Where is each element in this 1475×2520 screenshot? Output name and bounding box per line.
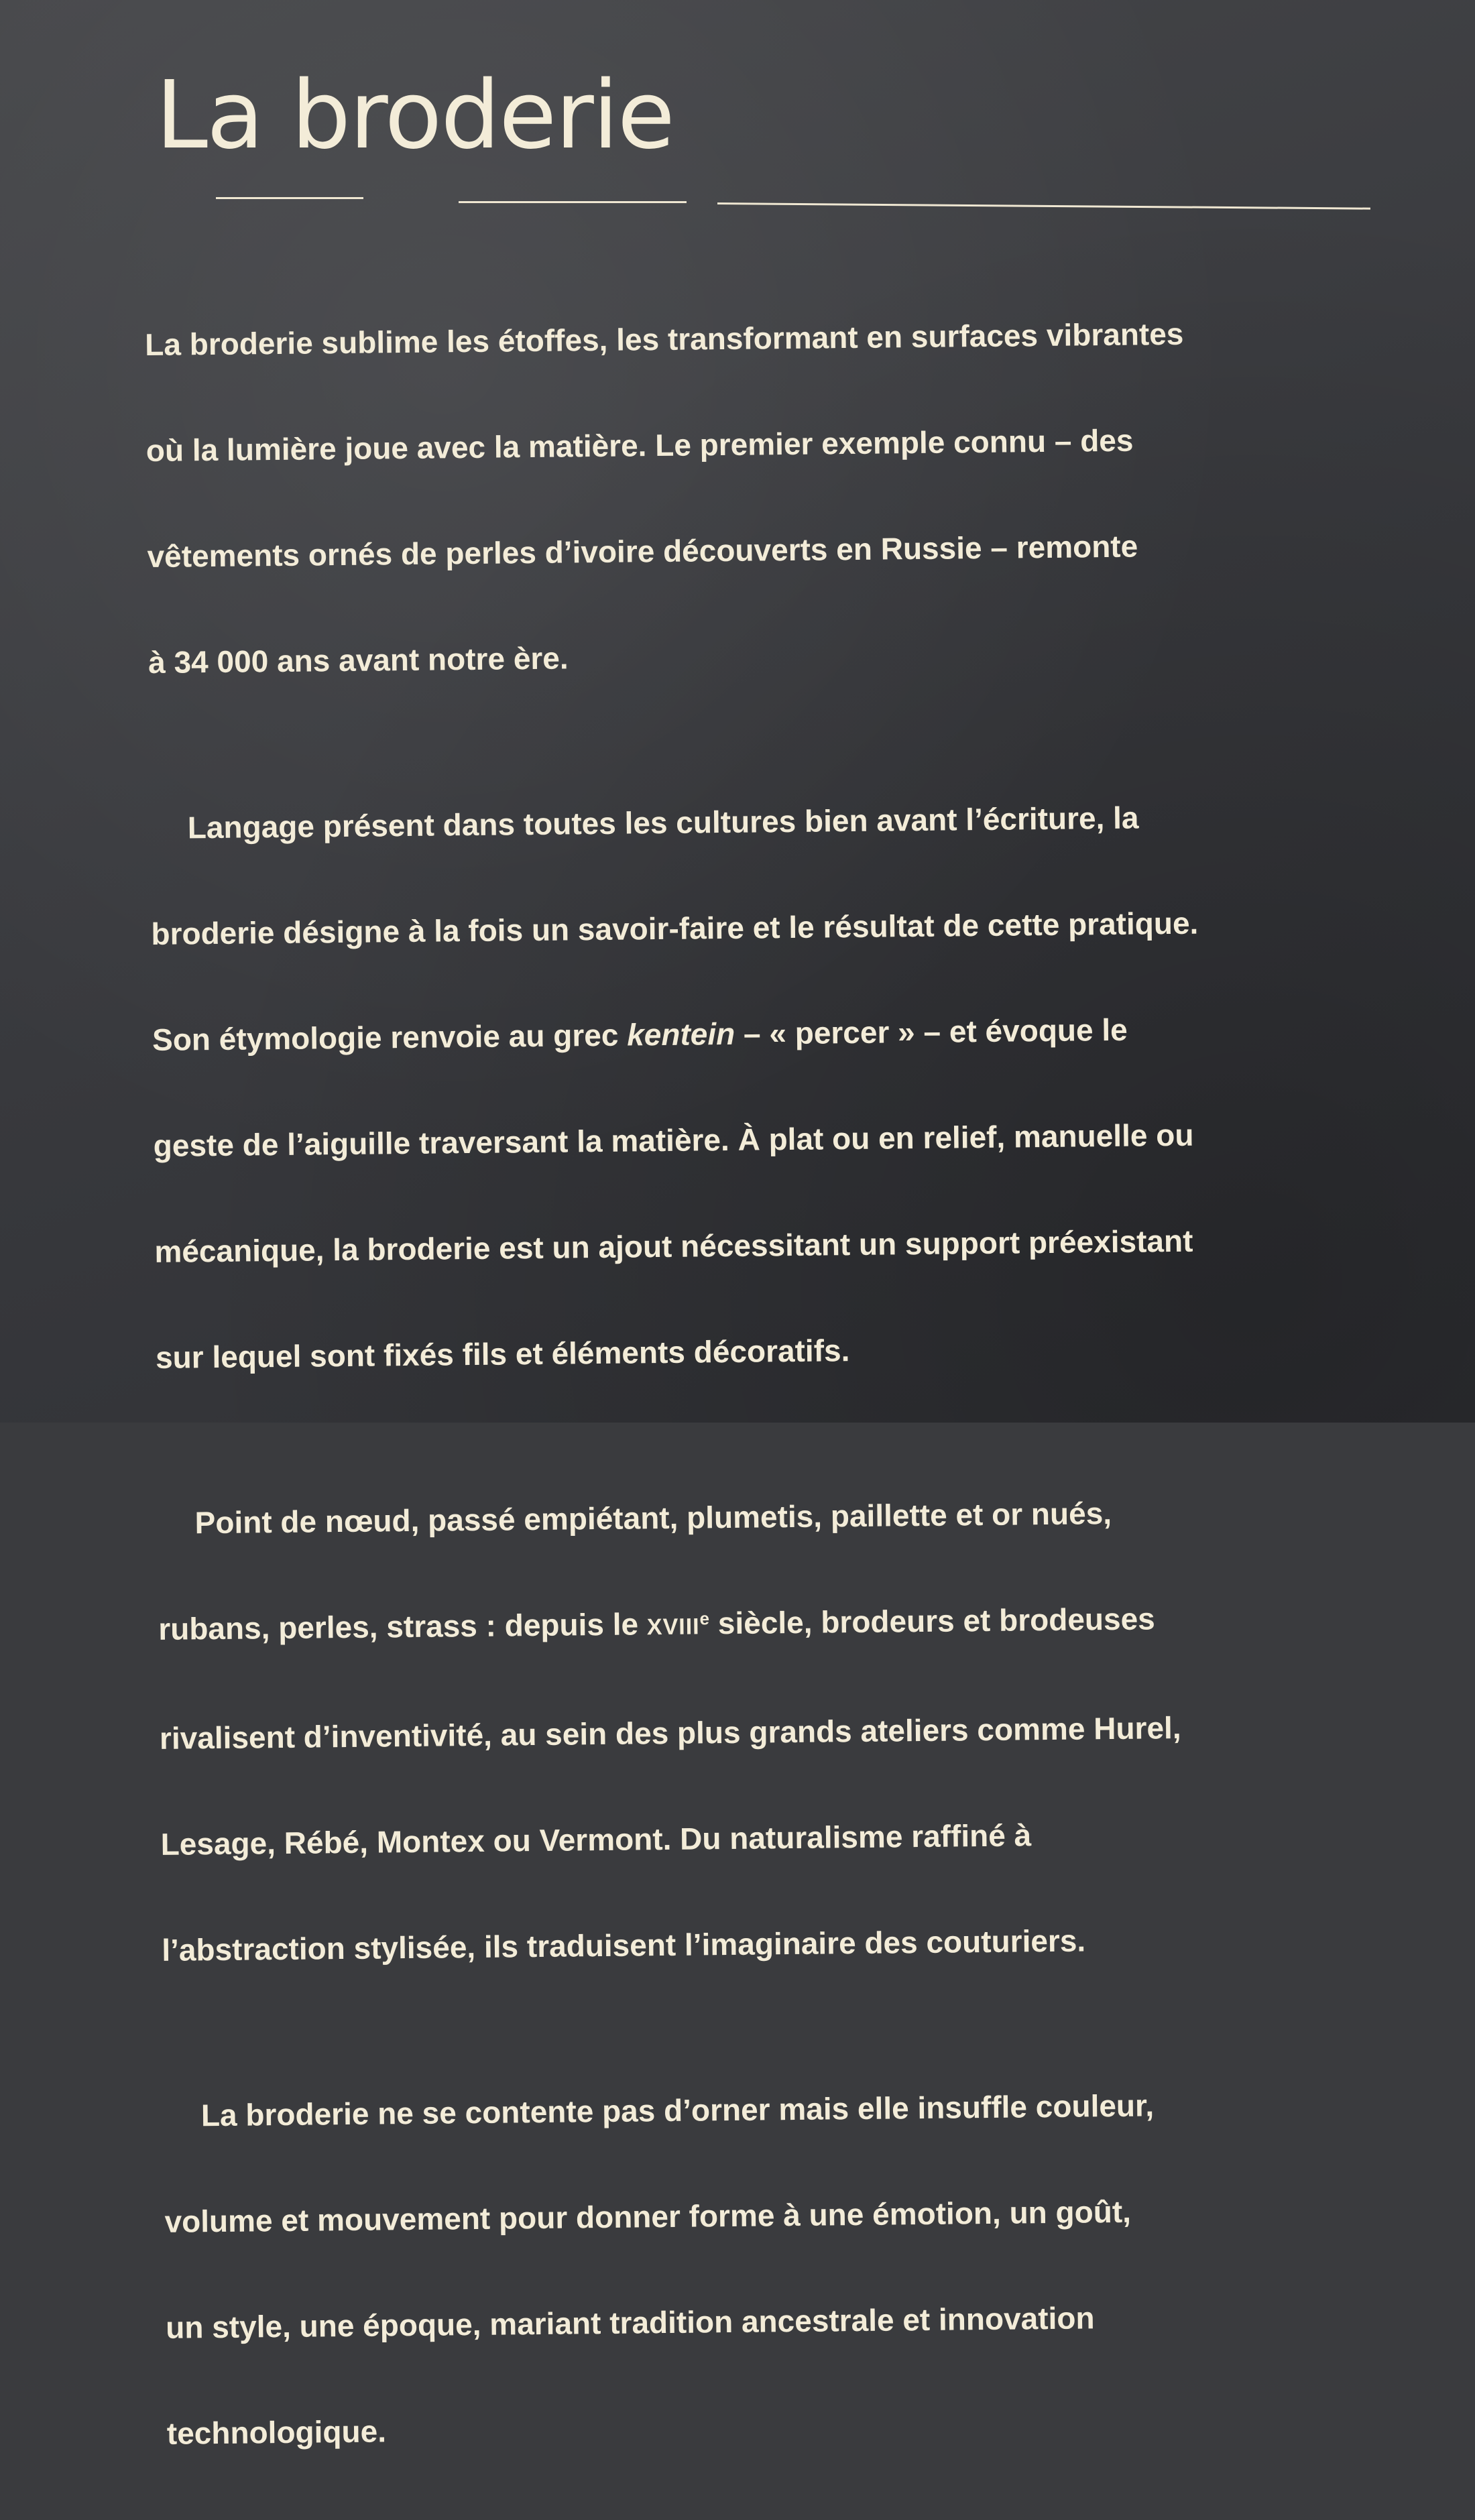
panel-title: La broderie: [156, 61, 674, 170]
paragraph-2: [150, 735, 1411, 1437]
text-line: l’abstraction stylisée, ils traduisent l’imaginaire des couturiers.: [162, 1923, 1086, 1968]
text-line: un style, une époque, mariant tradition ancestrale et innovation: [165, 2300, 1095, 2345]
text-fragment: Son étymologie renvoie au grec: [152, 1017, 628, 1057]
text-line: [158, 1589, 1413, 1659]
text-line: mécanique, la broderie est un ajout nécessitant un support préexistant: [154, 1223, 1193, 1269]
paragraph-4: [163, 2023, 1421, 2513]
century-numeral: XVIII: [646, 1614, 700, 1640]
text-line: où la lumière joue avec la matière. Le premier exemple connu – des: [145, 422, 1134, 468]
text-line: La broderie sublime les étoffes, les transformant en surfaces vibrantes: [144, 316, 1184, 362]
paragraph-3: [156, 1431, 1416, 2030]
title-underline-segment-1: [216, 197, 363, 199]
text-fragment: rubans, perles, strass : depuis le: [158, 1606, 648, 1646]
text-line: [152, 1000, 1407, 1067]
title-rule-line: [717, 202, 1370, 210]
text-line: vêtements ornés de perles d’ivoire découverts en Russie – remonte: [147, 528, 1138, 574]
text-line: sur lequel sont fixés fils et éléments décoratifs.: [155, 1333, 850, 1375]
text-line: Point de nœud, passé empiétant, plumetis, paillette et or nués,: [194, 1495, 1112, 1541]
ordinal-superscript: e: [699, 1608, 710, 1629]
text-line: à 34 000 ans avant notre ère.: [148, 640, 569, 680]
text-line: Langage présent dans toutes les cultures bien avant l’écriture, la: [187, 800, 1139, 845]
text-fragment: – « percer » – et évoque le: [734, 1012, 1128, 1051]
text-line: volume et mouvement pour donner forme à une émotion, un goût,: [164, 2194, 1132, 2239]
text-line: rivalisent d’inventivité, au sein des plus grands ateliers comme Hurel,: [159, 1709, 1181, 1756]
text-line: geste de l’aiguille traversant la matière. À plat ou en relief, manuelle ou: [153, 1117, 1194, 1163]
text-fragment: siècle, brodeurs et brodeuses: [709, 1601, 1155, 1641]
text-line: broderie désigne à la fois un savoir-faire et le résultat de cette pratique.: [151, 905, 1199, 951]
panel-body-text: [144, 252, 1421, 2519]
text-line: technologique.: [166, 2413, 387, 2451]
title-underline-segment-2: [459, 201, 687, 203]
paragraph-1: [144, 252, 1403, 742]
italic-term: kentein: [626, 1016, 735, 1053]
text-line: Lesage, Rébé, Montex ou Vermont. Du naturalisme raffiné à: [160, 1817, 1032, 1862]
text-line: La broderie ne se contente pas d’orner mais elle insuffle couleur,: [200, 2088, 1155, 2133]
